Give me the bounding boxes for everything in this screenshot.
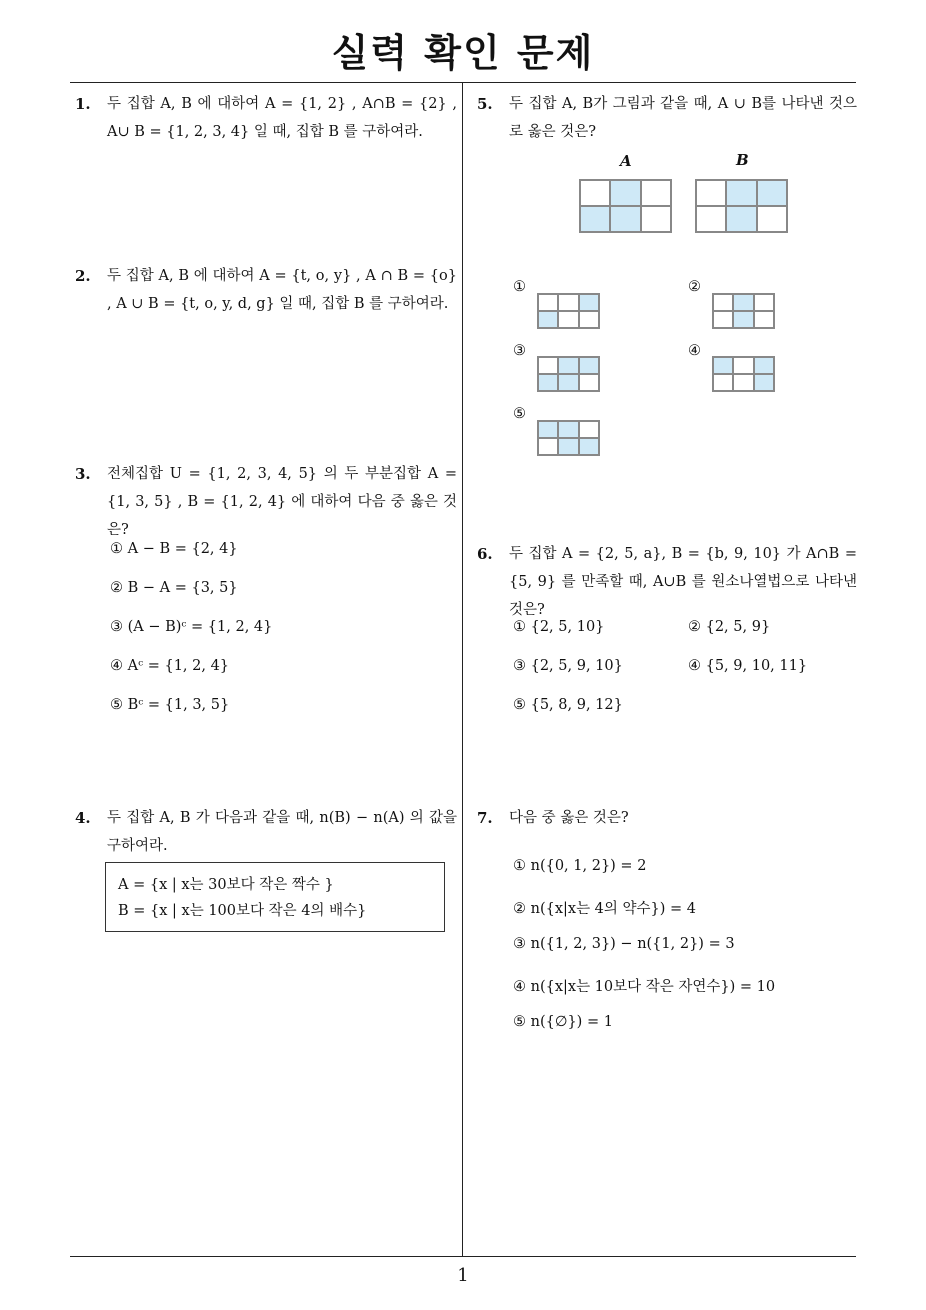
- answer-option[interactable]: ⑤ Bᶜ = {1, 3, 5}: [110, 697, 230, 713]
- answer-option[interactable]: ① {2, 5, 10}: [513, 619, 605, 635]
- shaded-cell: [733, 311, 753, 328]
- set-a-grid: [579, 179, 672, 233]
- question-text: 두 집합 A = {2, 5, a}, B = {b, 9, 10} 가 A∩B = {5, 9} 를 만족할 때, A∪B 를 원소나열법으로 나타낸 것은?: [509, 546, 857, 618]
- answer-option[interactable]: ② n({x|x는 4의 약수}) = 4: [513, 901, 697, 917]
- answer-option[interactable]: ①: [513, 279, 526, 295]
- empty-cell: [713, 311, 733, 328]
- question-text: 두 집합 A, B 에 대하여 A = {1, 2} , A∩B = {2} , A∪ B = {1, 2, 3, 4} 일 때, 집합 B 를 구하여라.: [107, 96, 457, 140]
- answer-option[interactable]: ④ Aᶜ = {1, 2, 4}: [110, 658, 230, 674]
- choice-grid-4: [712, 356, 775, 392]
- question-number: 5.: [477, 95, 493, 113]
- set-b-label: B: [736, 151, 749, 169]
- question-text: 두 집합 A, B 에 대하여 A = {t, o, y} , A ∩ B = {o} , A ∪ B = {t, o, y, d, g} 일 때, 집합 B 를 구하여라.: [107, 268, 457, 312]
- choice-grid-5: [537, 420, 600, 456]
- empty-cell: [696, 206, 726, 232]
- answer-option[interactable]: ① n({0, 1, 2}) = 2: [513, 858, 647, 874]
- empty-cell: [754, 294, 774, 311]
- empty-cell: [579, 374, 599, 391]
- page-number: 1: [457, 1265, 469, 1286]
- page-title: 실력 확인 문제: [331, 31, 595, 75]
- shaded-cell: [610, 180, 640, 206]
- shaded-cell: [558, 374, 578, 391]
- set-a-label: A: [620, 152, 632, 170]
- empty-cell: [733, 374, 753, 391]
- answer-option[interactable]: ③ {2, 5, 9, 10}: [513, 658, 623, 674]
- question-3: [75, 460, 457, 544]
- shaded-cell: [754, 357, 774, 374]
- top-divider: [70, 82, 856, 83]
- question-5: [477, 90, 857, 146]
- shaded-cell: [538, 311, 558, 328]
- question-number: 1.: [75, 95, 91, 113]
- choice-grid-3: [537, 356, 600, 392]
- shaded-cell: [754, 374, 774, 391]
- empty-cell: [579, 421, 599, 438]
- question-text: 두 집합 A, B가 그림과 같을 때, A ∪ B를 나타낸 것으로 옳은 것은?: [509, 96, 857, 140]
- choice-grid-1: [537, 293, 600, 329]
- question-text: 두 집합 A, B 가 다음과 같을 때, n(B) − n(A) 의 값을 구하여라.: [107, 810, 457, 854]
- empty-cell: [558, 311, 578, 328]
- empty-cell: [580, 180, 610, 206]
- question-number: 2.: [75, 267, 91, 285]
- empty-cell: [641, 206, 671, 232]
- bottom-divider: [70, 1256, 856, 1257]
- empty-cell: [641, 180, 671, 206]
- shaded-cell: [713, 357, 733, 374]
- question-6: [477, 540, 857, 624]
- column-divider: [462, 82, 463, 1257]
- answer-option[interactable]: ② {2, 5, 9}: [688, 619, 771, 635]
- shaded-cell: [579, 357, 599, 374]
- choice-grid-2: [712, 293, 775, 329]
- empty-cell: [538, 357, 558, 374]
- empty-cell: [696, 180, 726, 206]
- answer-option[interactable]: ⑤ {5, 8, 9, 12}: [513, 697, 623, 713]
- question-number: 6.: [477, 545, 493, 563]
- answer-option[interactable]: ④: [688, 343, 701, 359]
- empty-cell: [558, 294, 578, 311]
- empty-cell: [713, 294, 733, 311]
- answer-option[interactable]: ③ n({1, 2, 3}) − n({1, 2}) = 3: [513, 936, 735, 952]
- set-b-grid: [695, 179, 788, 233]
- question-text: 전체집합 U = {1, 2, 3, 4, 5} 의 두 부분집합 A = {1, 3, 5} , B = {1, 2, 4} 에 대하여 다음 중 옳은 것은?: [107, 466, 457, 538]
- question-1: [75, 90, 457, 146]
- shaded-cell: [757, 180, 787, 206]
- answer-option[interactable]: ②: [688, 279, 701, 295]
- question-4: [75, 804, 457, 860]
- question-number: 7.: [477, 809, 493, 827]
- empty-cell: [754, 311, 774, 328]
- question-7: [477, 804, 857, 832]
- set-definition-box: [105, 862, 445, 932]
- shaded-cell: [580, 206, 610, 232]
- shaded-cell: [733, 294, 753, 311]
- shaded-cell: [558, 421, 578, 438]
- answer-option[interactable]: ⑤: [513, 406, 526, 422]
- question-text: 다음 중 옳은 것은?: [509, 810, 629, 826]
- answer-option[interactable]: ⑤ n({∅}) = 1: [513, 1014, 613, 1030]
- empty-cell: [538, 438, 558, 455]
- answer-option[interactable]: ① A − B = {2, 4}: [110, 541, 238, 557]
- question-number: 3.: [75, 465, 91, 483]
- empty-cell: [538, 294, 558, 311]
- empty-cell: [579, 311, 599, 328]
- empty-cell: [733, 357, 753, 374]
- shaded-cell: [610, 206, 640, 232]
- set-b-definition: B = {x | x는 100보다 작은 4의 배수}: [118, 903, 367, 919]
- question-number: 4.: [75, 809, 91, 827]
- shaded-cell: [726, 206, 756, 232]
- answer-option[interactable]: ② B − A = {3, 5}: [110, 580, 238, 596]
- answer-option[interactable]: ④ {5, 9, 10, 11}: [688, 658, 808, 674]
- answer-option[interactable]: ④ n({x|x는 10보다 작은 자연수}) = 10: [513, 979, 776, 995]
- answer-option[interactable]: ③ (A − B)ᶜ = {1, 2, 4}: [110, 619, 273, 635]
- shaded-cell: [726, 180, 756, 206]
- shaded-cell: [558, 357, 578, 374]
- empty-cell: [757, 206, 787, 232]
- shaded-cell: [558, 438, 578, 455]
- answer-option[interactable]: ③: [513, 343, 526, 359]
- question-2: [75, 262, 457, 318]
- set-a-definition: A = {x | x는 30보다 작은 짝수 }: [118, 877, 334, 893]
- shaded-cell: [538, 374, 558, 391]
- empty-cell: [713, 374, 733, 391]
- shaded-cell: [579, 438, 599, 455]
- shaded-cell: [579, 294, 599, 311]
- shaded-cell: [538, 421, 558, 438]
